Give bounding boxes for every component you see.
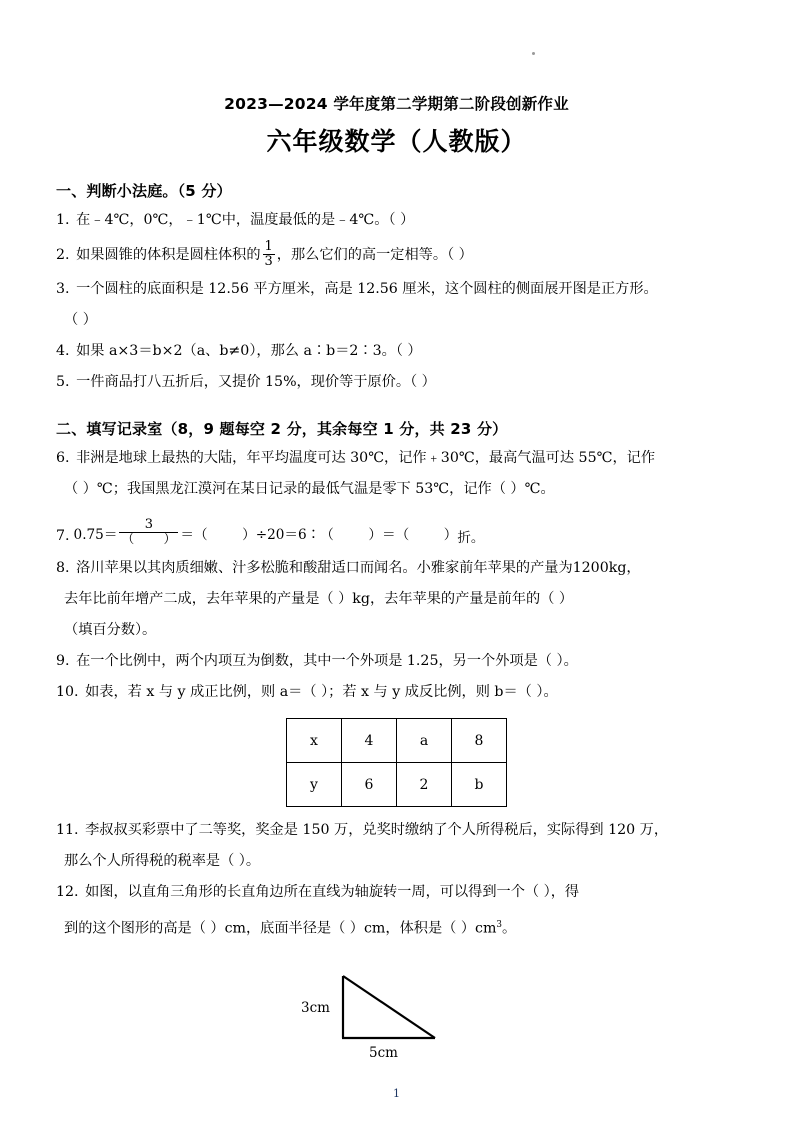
question-1-text: 在﹣4℃，0℃，﹣1℃中，温度最低的是﹣4℃。（ ） — [76, 212, 415, 228]
question-8-text: 洛川苹果以其肉质细嫩、汁多松脆和酸甜适口而闻名。小雅家前年苹果的产量为1200kg， — [76, 560, 641, 577]
triangle-base-label: 5cm — [368, 1045, 398, 1061]
question-9-number: 9. — [56, 653, 70, 670]
cell-x-value-1: 4 — [342, 719, 397, 763]
question-4 — [56, 336, 737, 367]
cell-x-value-a: a — [397, 719, 452, 763]
triangle-diagram-svg — [287, 964, 507, 1060]
question-7 — [56, 519, 737, 547]
question-1-number: 1. — [56, 212, 70, 228]
corner-dot-mark — [532, 52, 535, 55]
question-12-text: 如图，以直角三角形的长直角边所在直线为轴旋转一周，可以得到一个（ ），得 — [85, 884, 580, 901]
question-2-text-before-fraction: 如果圆锥的体积是圆柱体积的 — [76, 247, 261, 263]
cell-y-label: y — [287, 763, 342, 807]
question-8-number: 8. — [56, 560, 70, 577]
question-5-text: 一件商品打八五折后，又提价 15%，现价等于原价。（ ） — [76, 374, 436, 390]
question-7-part2: ＝（ ）÷20＝6∶（ ）＝（ ） — [180, 527, 458, 544]
section-heading-1: 一、判断小法庭。（5 分） — [56, 182, 232, 200]
table-row — [287, 763, 507, 807]
question-3-line2 — [56, 305, 737, 336]
question-7-suffix: 折。 — [457, 530, 485, 547]
cell-y-value-2: 2 — [397, 763, 452, 807]
question-9 — [56, 646, 737, 677]
question-6 — [56, 443, 737, 474]
question-12 — [56, 877, 737, 908]
question-7-number: 7. — [56, 528, 70, 545]
fraction-numerator: 3 — [144, 517, 154, 532]
question-7-expression — [74, 519, 458, 547]
fraction-numerator: 1 — [264, 238, 273, 254]
cell-x-label: x — [287, 719, 342, 763]
fraction-denominator-blank: （ ） — [121, 531, 177, 547]
question-3-answer-blank: （ ） — [64, 312, 97, 328]
question-3-text: 一个圆柱的底面积是 12.56 平方厘米，高是 12.56 厘米，这个圆柱的侧面展开图是正方形。 — [76, 281, 658, 297]
question-2-text-after-fraction: ，那么它们的高一定相等。（ ） — [276, 247, 473, 263]
question-11 — [56, 815, 737, 846]
question-4-text: 如果 a×3＝b×2（a、b≠0），那么 a∶b＝2∶3。（ ） — [76, 343, 422, 359]
question-8-text-line2: 去年比前年增产二成，去年苹果的产量是（ ）kg，去年苹果的产量是前年的（ ） — [64, 591, 574, 608]
cell-y-value-b: b — [452, 763, 507, 807]
fraction-one-third — [263, 240, 275, 268]
cell-y-value-1: 6 — [342, 763, 397, 807]
question-5 — [56, 367, 737, 398]
table-row — [287, 719, 507, 763]
question-11-line2 — [56, 846, 737, 877]
question-10-text: 如表，若 x 与 y 成正比例，则 a＝（ ）；若 x 与 y 成反比例，则 b＝（ ）。 — [85, 684, 558, 701]
question-4-number: 4. — [56, 343, 70, 359]
page-number: 1 — [393, 1087, 400, 1100]
document-title-line1: 2023—2024 学年度第二学期第二阶段创新作业 — [224, 95, 569, 113]
question-6-number: 6. — [56, 450, 70, 466]
right-triangle-figure — [56, 964, 737, 1060]
cubic-exponent: 3 — [496, 920, 503, 931]
question-7-part1: 0.75＝ — [73, 527, 118, 544]
fraction-denominator: 3 — [264, 253, 273, 269]
question-3-number: 3. — [56, 281, 70, 297]
question-2-number: 2. — [56, 247, 70, 263]
question-12-line2 — [56, 908, 737, 946]
question-2 — [56, 236, 737, 274]
question-8 — [56, 553, 737, 584]
question-8-line2 — [56, 584, 737, 615]
question-6-text: 非洲是地球上最热的大陆，年平均温度可达 30℃，记作﹢30℃，最高气温可达 55℃，记作 — [76, 450, 656, 466]
question-12-line2-end: 。 — [502, 921, 517, 938]
question-9-text: 在一个比例中，两个内项互为倒数，其中一个外项是 1.25，另一个外项是（ ）。 — [76, 653, 578, 670]
question-10-number: 10. — [56, 684, 79, 701]
question-11-number: 11. — [56, 822, 79, 839]
section-heading-2: 二、填写记录室（8，9 题每空 2 分，其余每空 1 分，共 23 分） — [56, 420, 508, 438]
proportion-table — [286, 718, 507, 807]
fraction-three-over-blank — [119, 518, 178, 546]
question-11-text-line2: 那么个人所得税的税率是（ ）。 — [64, 853, 261, 870]
question-5-number: 5. — [56, 374, 70, 390]
question-6-line2 — [56, 474, 737, 505]
triangle-height-label: 3cm — [300, 1000, 330, 1017]
cell-x-value-3: 8 — [452, 719, 507, 763]
triangle-hypotenuse — [343, 976, 435, 1038]
table-body — [287, 719, 507, 807]
question-3 — [56, 274, 737, 305]
question-8-text-line3: （填百分数）。 — [64, 622, 157, 639]
question-1 — [56, 205, 737, 236]
question-10 — [56, 677, 737, 708]
document-title-line2: 六年级数学（人教版） — [266, 127, 527, 156]
question-8-line3 — [56, 615, 737, 646]
question-6-text-line2: （ ）℃；我国黑龙江漠河在某日记录的最低气温是零下 53℃，记作（ ）℃。 — [64, 481, 555, 497]
question-12-text-line2: 到的这个图形的高是（ ）cm，底面半径是（ ）cm，体积是（ ）cm — [64, 921, 497, 938]
question-11-text: 李叔叔买彩票中了二等奖，奖金是 150 万，兑奖时缴纳了个人所得税后，实际得到 120 万， — [85, 822, 669, 839]
question-12-number: 12. — [56, 884, 79, 901]
